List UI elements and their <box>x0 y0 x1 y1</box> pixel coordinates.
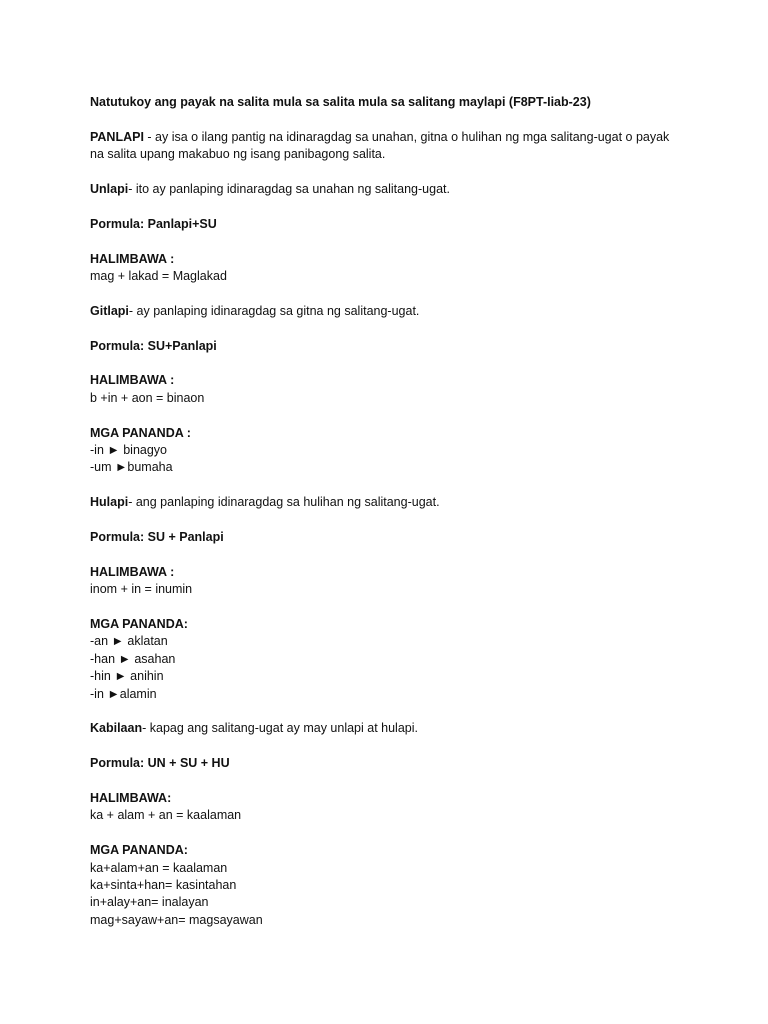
document-title: Natutukoy ang payak na salita mula sa salita mula sa salitang maylapi (F8PT-Iiab-23) <box>90 95 591 109</box>
unlapi-example: mag + lakad = Maglakad <box>90 269 227 283</box>
kabilaan-term: Kabilaan <box>90 721 143 736</box>
kabilaan-marker: ka+alam+an = kaalaman <box>90 860 228 875</box>
kabilaan-markers-heading: MGA PANANDA: <box>90 843 188 858</box>
hulapi-marker: -hin ► anihin <box>90 669 164 684</box>
panlapi-definition-line-2: na salita upang makabuo ng isang panibagong salita. <box>90 147 386 162</box>
panlapi-definition-line-1 <box>90 129 690 146</box>
hulapi-example: inom + in = inumin <box>90 582 193 597</box>
hulapi-marker: -an ► aklatan <box>90 634 168 649</box>
gitlapi-markers-heading: MGA PANANDA : <box>90 425 191 440</box>
hulapi-marker: -in ►alamin <box>90 686 157 701</box>
kabilaan-definition <box>90 720 690 737</box>
kabilaan-marker: mag+sayaw+an= magsayawan <box>90 912 263 927</box>
kabilaan-definition-text: - kapag ang salitang-ugat ay may unlapi at hulapi. <box>142 721 418 736</box>
hulapi-definition-text: - ang panlaping idinaragdag sa hulihan ng salitang-ugat. <box>128 495 440 510</box>
hulapi-markers-heading: MGA PANANDA: <box>90 617 188 631</box>
gitlapi-definition-text: - ay panlaping idinaragdag sa gitna ng salitang-ugat. <box>128 303 420 318</box>
gitlapi-example: b +in + aon = binaon <box>90 390 205 405</box>
document-page <box>90 94 690 929</box>
hulapi-term: Hulapi <box>90 495 129 510</box>
unlapi-term: Unlapi <box>90 182 129 196</box>
hulapi-definition <box>90 494 690 511</box>
kabilaan-example-heading: HALIMBAWA: <box>90 791 172 806</box>
hulapi-marker: -han ► asahan <box>90 651 176 666</box>
panlapi-definition-text: - ay isa o ilang pantig na idinaragdag sa unahan, gitna o hulihan ng mga salitang-ugat o payak <box>143 129 670 144</box>
gitlapi-marker: -in ► binagyo <box>90 443 167 457</box>
unlapi-definition-text: - ito ay panlaping idinaragdag sa unahan ng salitang-ugat. <box>128 182 450 196</box>
kabilaan-formula: Pormula: UN + SU + HU <box>90 756 230 771</box>
panlapi-term: PANLAPI <box>90 129 144 144</box>
kabilaan-marker: ka+sinta+han= kasintahan <box>90 878 237 893</box>
gitlapi-term: Gitlapi <box>90 303 129 318</box>
gitlapi-example-heading: HALIMBAWA : <box>90 373 175 388</box>
unlapi-example-heading: HALIMBAWA : <box>90 251 175 266</box>
gitlapi-marker: -um ►bumaha <box>90 460 173 475</box>
hulapi-example-heading: HALIMBAWA : <box>90 564 175 579</box>
hulapi-formula: Pormula: SU + Panlapi <box>90 530 224 544</box>
gitlapi-definition <box>90 303 690 320</box>
gitlapi-formula: Pormula: SU+Panlapi <box>90 338 217 353</box>
unlapi-definition <box>90 181 690 198</box>
unlapi-formula: Pormula: Panlapi+SU <box>90 216 217 231</box>
kabilaan-marker: in+alay+an= inalayan <box>90 895 209 910</box>
kabilaan-example: ka + alam + an = kaalaman <box>90 808 242 823</box>
